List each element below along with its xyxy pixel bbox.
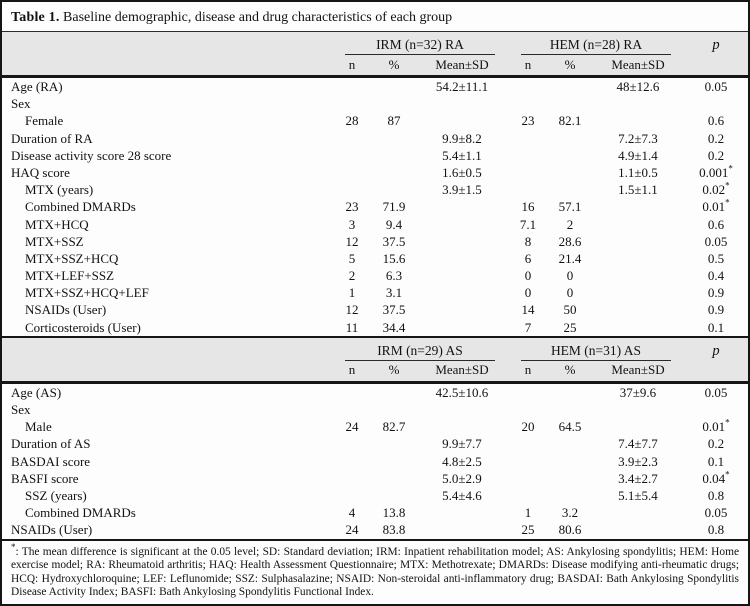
hem-pct-cell: 82.1 (558, 113, 582, 129)
hem-pct-cell: 21.4 (558, 250, 582, 266)
hem-pct-cell: 0 (566, 268, 574, 284)
group-header-hem-ra: HEM (n=28) RA (521, 37, 671, 55)
hem-n-cell: 23 (521, 113, 535, 129)
p-value-cell: 0.1 (707, 453, 725, 469)
irm-mean-cell (416, 319, 508, 336)
irm-pct-cell: 83.8 (382, 522, 406, 538)
irm-pct-cell (372, 401, 416, 418)
col-header-mean-sd: Mean±SD (435, 56, 489, 72)
significance-asterisk: * (725, 198, 730, 208)
row-label: Male (25, 419, 52, 435)
irm-pct-cell (372, 384, 416, 401)
hem-pct-cell: 25 (563, 319, 577, 335)
row-label: Combined DMARDs (25, 199, 136, 215)
row-label: Age (RA) (11, 79, 63, 94)
hem-n-cell: 1 (524, 505, 532, 521)
irm-n-cell (332, 95, 372, 112)
row-label: Combined DMARDs (25, 505, 136, 521)
irm-mean-cell (416, 112, 508, 129)
table-row (2, 233, 748, 250)
table-row (2, 216, 748, 233)
row-label: MTX+HCQ (25, 216, 89, 232)
irm-mean-cell: 5.4±1.1 (442, 147, 482, 163)
table-footnote (2, 539, 748, 600)
hem-pct-cell (548, 487, 592, 504)
hem-n-cell: 16 (521, 199, 535, 215)
hem-pct-cell: 64.5 (558, 419, 582, 435)
hem-n-cell (508, 130, 548, 147)
table-row (2, 418, 748, 435)
hem-pct-cell (548, 384, 592, 401)
hem-pct-cell: 28.6 (558, 233, 582, 249)
irm-n-cell: 12 (345, 233, 359, 249)
irm-mean-cell (416, 401, 508, 418)
subcolumn-header-row-ra (2, 55, 748, 75)
row-label: BASFI score (11, 470, 79, 486)
hem-n-cell (508, 384, 548, 401)
hem-mean-cell (592, 216, 684, 233)
irm-pct-cell: 82.7 (382, 419, 406, 435)
irm-pct-cell: 34.4 (382, 319, 406, 335)
hem-n-cell (508, 453, 548, 470)
row-label: NSAIDs (User) (25, 302, 107, 318)
irm-n-cell (332, 401, 372, 418)
table-row (2, 453, 748, 470)
p-value-cell: 0.05 (704, 233, 728, 249)
col-header-mean-sd: Mean±SD (611, 362, 665, 378)
table-row (2, 130, 748, 147)
row-label: MTX+SSZ (25, 233, 84, 249)
row-label: Age (AS) (11, 384, 62, 400)
hem-pct-cell: 80.6 (558, 522, 582, 538)
irm-pct-cell (372, 95, 416, 112)
hem-mean-cell (592, 198, 684, 215)
significance-asterisk: * (725, 181, 730, 191)
table-row (2, 198, 748, 215)
table-number: Table 1. (11, 10, 60, 25)
hem-n-cell (508, 181, 548, 198)
significance-asterisk: * (728, 163, 733, 174)
table-row (2, 384, 748, 401)
irm-mean-cell: 9.9±8.2 (442, 130, 482, 146)
row-label: NSAIDs (User) (11, 522, 93, 538)
hem-mean-cell (592, 233, 684, 250)
group-header-row-ra (2, 32, 748, 55)
table-title (2, 2, 748, 31)
irm-n-cell (332, 130, 372, 147)
irm-pct-cell: 37.5 (382, 233, 406, 249)
irm-mean-cell: 5.0±2.9 (442, 470, 482, 486)
hem-pct-cell (548, 130, 592, 147)
table-row (2, 401, 748, 418)
p-value-cell: 0.05 (704, 79, 728, 94)
p-value-cell: 0.6 (707, 216, 725, 232)
irm-n-cell: 28 (345, 113, 359, 129)
significance-asterisk: * (725, 418, 730, 428)
table-row (2, 95, 748, 112)
table-row (2, 301, 748, 318)
hem-n-cell (508, 470, 548, 487)
irm-mean-cell: 54.2±11.1 (435, 79, 489, 94)
hem-n-cell (508, 401, 548, 418)
irm-mean-cell (416, 250, 508, 267)
table-row (2, 470, 748, 487)
irm-mean-cell (416, 418, 508, 435)
hem-n-cell (508, 78, 548, 95)
irm-n-cell (332, 487, 372, 504)
hem-mean-cell (592, 504, 684, 521)
irm-mean-cell (416, 95, 508, 112)
hem-mean-cell: 3.9±2.3 (618, 453, 658, 469)
p-value-cell (684, 95, 748, 112)
hem-pct-cell: 0 (566, 285, 574, 301)
hem-mean-cell: 4.9±1.4 (618, 147, 658, 163)
irm-mean-cell (416, 301, 508, 318)
hem-mean-cell (592, 301, 684, 318)
table-row (2, 164, 748, 181)
irm-mean-cell: 4.8±2.5 (442, 453, 482, 469)
hem-pct-cell: 2 (566, 216, 574, 232)
group-header-irm-as: IRM (n=29) AS (345, 343, 495, 361)
hem-mean-cell: 3.4±2.7 (618, 470, 658, 486)
table-row (2, 112, 748, 129)
hem-mean-cell: 37±9.6 (619, 384, 657, 400)
table-row (2, 521, 748, 538)
col-header-pct: % (564, 362, 576, 378)
irm-mean-cell (416, 521, 508, 538)
col-header-mean-sd: Mean±SD (611, 56, 665, 72)
hem-n-cell: 8 (524, 233, 532, 249)
irm-n-cell: 5 (348, 250, 356, 266)
hem-pct-cell (548, 401, 592, 418)
hem-pct-cell (548, 181, 592, 198)
hem-mean-cell (592, 112, 684, 129)
hem-pct-cell (548, 95, 592, 112)
irm-pct-cell: 37.5 (382, 302, 406, 318)
irm-pct-cell: 6.3 (385, 268, 403, 284)
irm-n-cell: 4 (348, 505, 356, 521)
p-value-cell: 0.04* (702, 469, 730, 486)
hem-pct-cell: 57.1 (558, 199, 582, 215)
hem-pct-cell (548, 470, 592, 487)
table-body-as (2, 384, 748, 539)
irm-pct-cell (372, 147, 416, 164)
p-value-cell: 0.1 (707, 319, 725, 335)
row-label: Duration of RA (11, 130, 93, 146)
p-value-cell: 0.05 (704, 505, 728, 521)
hem-n-cell: 6 (524, 250, 532, 266)
hem-mean-cell (592, 284, 684, 301)
p-value-cell: 0.8 (707, 487, 725, 503)
table-row (2, 319, 748, 336)
col-header-pct: % (388, 56, 400, 72)
hem-mean-cell: 48±12.6 (616, 79, 660, 94)
row-label: Disease activity score 28 score (11, 147, 172, 163)
irm-pct-cell: 13.8 (382, 505, 406, 521)
hem-mean-cell: 7.4±7.7 (618, 436, 658, 452)
hem-mean-cell (592, 267, 684, 284)
p-value-cell: 0.9 (707, 285, 725, 301)
irm-n-cell (332, 384, 372, 401)
irm-pct-cell: 71.9 (382, 199, 406, 215)
hem-n-cell: 20 (521, 419, 535, 435)
hem-n-cell: 25 (521, 522, 535, 538)
irm-n-cell (332, 78, 372, 95)
p-column-header-as: p (712, 342, 720, 359)
hem-pct-cell (548, 453, 592, 470)
irm-mean-cell (416, 233, 508, 250)
row-label: Sex (11, 96, 31, 112)
p-value-cell: 0.6 (707, 113, 725, 129)
hem-mean-cell (592, 521, 684, 538)
row-label: MTX+SSZ+HCQ+LEF (25, 285, 149, 301)
irm-n-cell: 3 (348, 216, 356, 232)
p-value-cell: 0.01* (702, 198, 730, 215)
row-label: Sex (11, 402, 31, 417)
table-row (2, 250, 748, 267)
irm-mean-cell (416, 216, 508, 233)
irm-mean-cell: 1.6±0.5 (442, 164, 482, 180)
col-header-pct: % (388, 362, 400, 378)
group-header-row-as (2, 338, 748, 361)
irm-pct-cell: 9.4 (385, 216, 403, 232)
p-value-cell: 0.001* (699, 163, 733, 180)
table-row (2, 504, 748, 521)
irm-n-cell (332, 453, 372, 470)
hem-n-cell: 0 (524, 285, 532, 301)
irm-mean-cell: 3.9±1.5 (442, 182, 482, 198)
irm-n-cell: 24 (345, 419, 359, 435)
table-row (2, 78, 748, 95)
significance-asterisk: * (725, 469, 730, 480)
irm-n-cell (332, 435, 372, 452)
row-label: Corticosteroids (User) (25, 319, 141, 335)
irm-n-cell: 12 (345, 302, 359, 318)
hem-n-cell (508, 95, 548, 112)
hem-mean-cell (592, 418, 684, 435)
irm-pct-cell (372, 78, 416, 95)
table-body-ra (2, 78, 748, 336)
irm-mean-cell: 42.5±10.6 (435, 384, 489, 400)
irm-mean-cell: 5.4±4.6 (442, 487, 482, 503)
irm-n-cell: 1 (348, 285, 356, 301)
hem-pct-cell: 3.2 (561, 505, 579, 521)
hem-mean-cell (592, 95, 684, 112)
table-row (2, 147, 748, 164)
hem-mean-cell: 7.2±7.3 (618, 130, 658, 146)
irm-mean-cell (416, 267, 508, 284)
irm-n-cell: 24 (345, 522, 359, 538)
row-label: MTX (years) (25, 182, 94, 198)
table-row (2, 487, 748, 504)
table-row (2, 435, 748, 452)
hem-n-cell (508, 147, 548, 164)
irm-pct-cell: 15.6 (382, 250, 406, 266)
p-value-cell: 0.2 (707, 436, 725, 452)
hem-mean-cell: 1.1±0.5 (618, 164, 658, 180)
p-value-cell (684, 401, 748, 418)
irm-n-cell (332, 147, 372, 164)
table-row (2, 181, 748, 198)
p-value-cell: 0.05 (704, 384, 728, 400)
row-label: BASDAI score (11, 453, 91, 469)
irm-n-cell (332, 470, 372, 487)
footnote-text: : The mean difference is significant at the 0.05 level; SD: Standard deviation; IRM: Inpatient rehabilitation model; AS: Ankylosing spondylitis; HEM: Home exercise model; RA: Rheumatoid arthritis; HAQ: Health Assessment Questionnaire; MTX: Methotrexate; DMARDs: Disease modifying anti-rheumatic drugs; HCQ: Hydroxychloroquine; LEF: Leflunomide; SSZ: Sulphasalazine; NSAID: Non-steroidal anti-inflammatory drug; BASDAI: Bath Ankylosing Spondylitis Disease Activity Index; BASFI: Bath Ankylosing Spondylitis Functional Index. (11, 545, 739, 599)
irm-mean-cell (416, 198, 508, 215)
header-band-as (2, 336, 748, 384)
group-header-hem-as: HEM (n=31) AS (521, 343, 671, 361)
hem-n-cell (508, 164, 548, 181)
irm-pct-cell (372, 453, 416, 470)
group-header-irm-ra: IRM (n=32) RA (345, 37, 495, 55)
hem-n-cell: 14 (521, 302, 535, 318)
row-label: Female (25, 113, 64, 129)
irm-pct-cell: 87 (387, 113, 401, 129)
p-value-cell: 0.4 (707, 268, 725, 284)
irm-n-cell (332, 181, 372, 198)
p-value-cell: 0.01* (702, 418, 730, 435)
row-label: SSZ (years) (25, 487, 87, 503)
table-row (2, 284, 748, 301)
hem-n-cell (508, 487, 548, 504)
hem-mean-cell (592, 250, 684, 267)
p-value-cell: 0.2 (707, 147, 725, 163)
p-column-header-ra: p (712, 37, 720, 53)
table-caption: Baseline demographic, disease and drug characteristics of each group (63, 10, 453, 25)
header-band-ra (2, 31, 748, 78)
irm-n-cell: 23 (345, 199, 359, 215)
irm-n-cell (332, 164, 372, 181)
irm-mean-cell: 9.9±7.7 (442, 436, 482, 452)
p-value-cell: 0.5 (707, 250, 725, 266)
col-header-n: n (348, 362, 356, 378)
p-value-cell: 0.2 (707, 130, 725, 146)
hem-pct-cell: 50 (563, 302, 577, 318)
p-value-cell: 0.8 (707, 522, 725, 538)
p-value-cell: 0.02* (702, 181, 730, 198)
col-header-pct: % (564, 56, 576, 72)
hem-pct-cell (548, 147, 592, 164)
col-header-mean-sd: Mean±SD (435, 362, 489, 378)
hem-pct-cell (548, 78, 592, 95)
irm-pct-cell (372, 487, 416, 504)
irm-mean-cell (416, 504, 508, 521)
irm-mean-cell (416, 284, 508, 301)
hem-n-cell (508, 435, 548, 452)
col-header-n: n (524, 56, 532, 72)
row-label: MTX+SSZ+HCQ (25, 250, 119, 266)
irm-pct-cell (372, 164, 416, 181)
hem-mean-cell: 5.1±5.4 (618, 487, 658, 503)
subcolumn-header-row-as (2, 361, 748, 381)
hem-mean-cell: 1.5±1.1 (618, 182, 658, 198)
irm-pct-cell (372, 470, 416, 487)
hem-mean-cell (592, 401, 684, 418)
hem-n-cell: 7 (524, 319, 532, 335)
row-label: MTX+LEF+SSZ (25, 268, 115, 284)
hem-n-cell: 7.1 (519, 216, 537, 232)
hem-pct-cell (548, 164, 592, 181)
irm-pct-cell (372, 435, 416, 452)
irm-n-cell: 2 (348, 268, 356, 284)
hem-n-cell: 0 (524, 268, 532, 284)
footnote-marker: * (11, 541, 16, 552)
irm-pct-cell (372, 130, 416, 147)
row-label: HAQ score (11, 164, 70, 180)
hem-pct-cell (548, 435, 592, 452)
row-label: Duration of AS (11, 436, 91, 452)
col-header-n: n (348, 56, 356, 72)
col-header-n: n (524, 362, 532, 378)
hem-mean-cell (592, 319, 684, 336)
irm-pct-cell: 3.1 (385, 285, 403, 301)
irm-n-cell: 11 (345, 319, 359, 335)
table-row (2, 267, 748, 284)
irm-pct-cell (372, 181, 416, 198)
p-value-cell: 0.9 (707, 302, 725, 318)
